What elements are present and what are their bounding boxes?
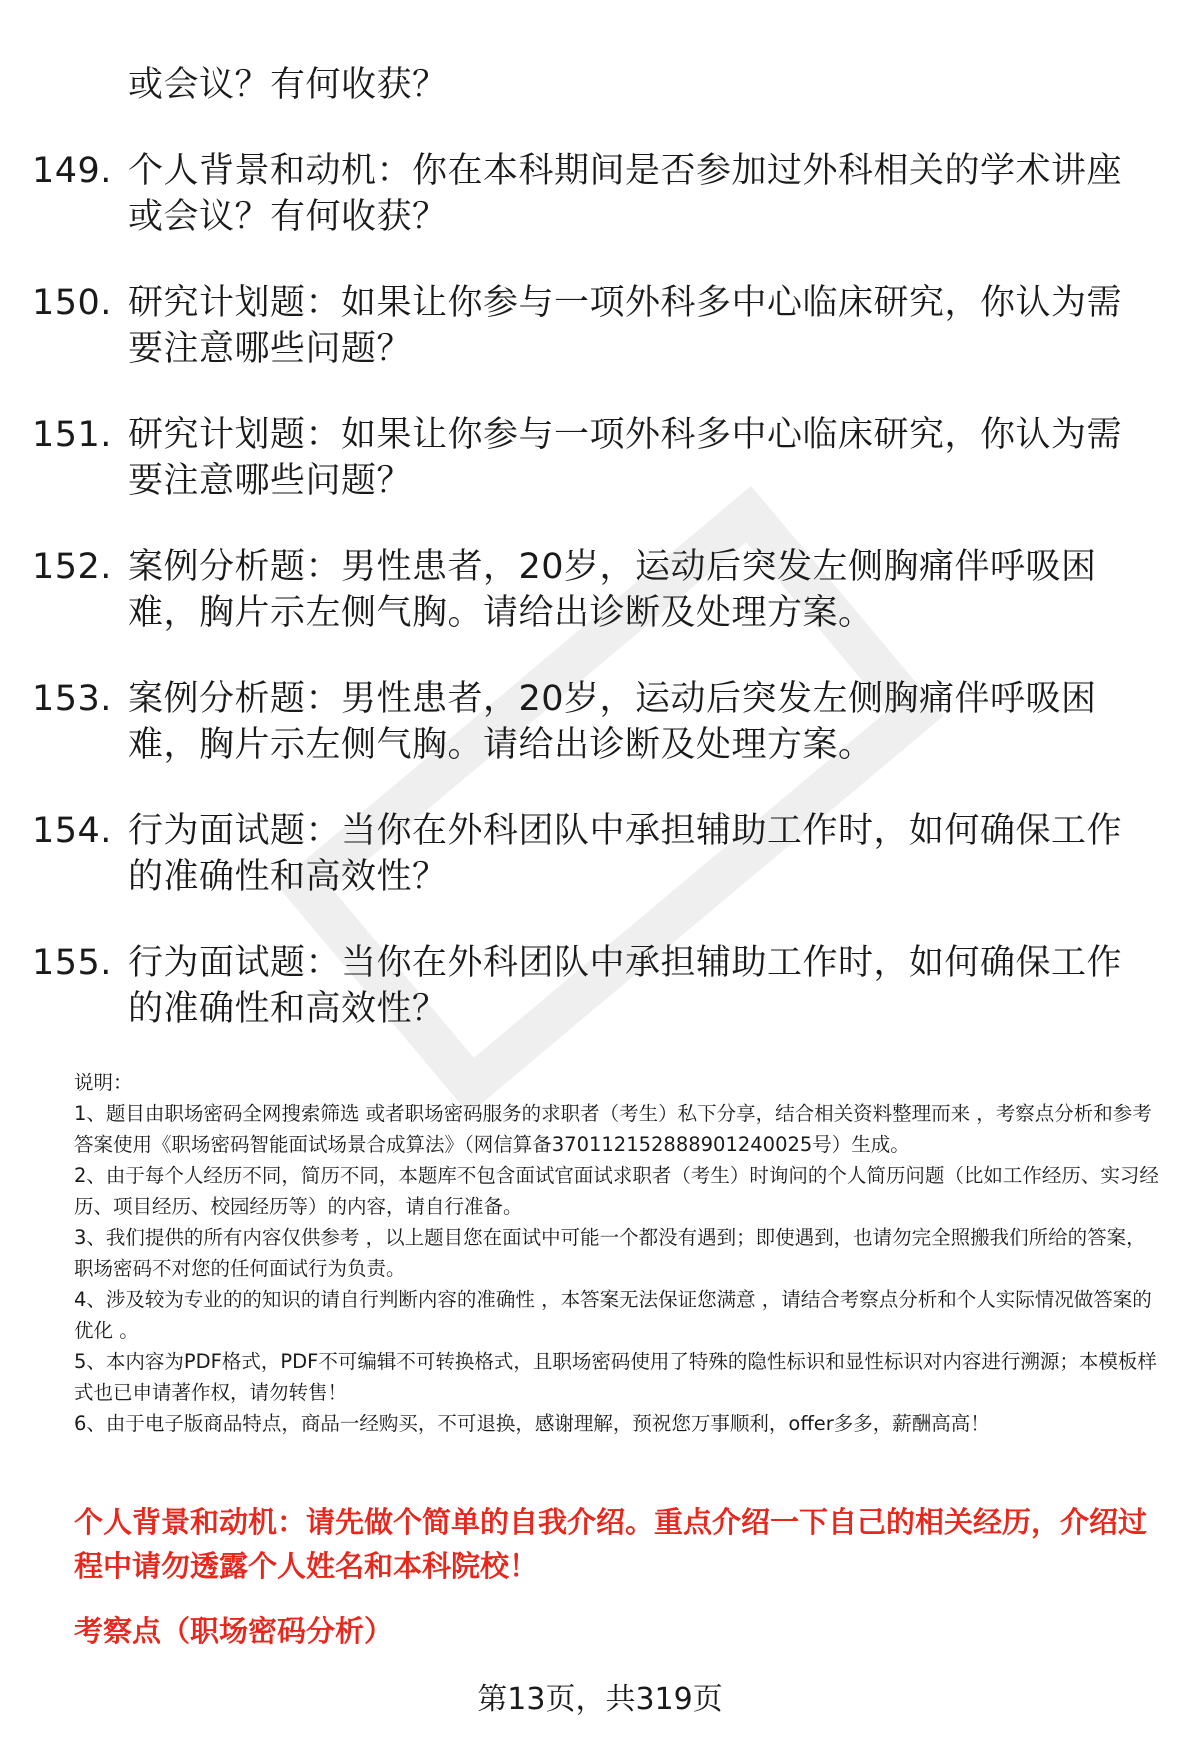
question-text: 案例分析题：男性患者，20岁，运动后突发左侧胸痛伴呼吸困难，胸片示左侧气胸。请给出诊断及处理方案。 — [128, 547, 1097, 633]
question-list — [30, 148, 1140, 1072]
question-number: 151. — [32, 415, 112, 455]
question-item — [30, 808, 1140, 900]
question-item — [30, 148, 1140, 240]
question-number: 154. — [32, 811, 112, 851]
note-item: 6、由于电子版商品特点，商品一经购买，不可退换，感谢理解，预祝您万事顺利，offer多多，薪酬高高！ — [74, 1412, 990, 1435]
highlight-question: 个人背景和动机：请先做个简单的自我介绍。重点介绍一下自己的相关经历，介绍过程中请勿透露个人姓名和本科院校！ — [74, 1505, 1148, 1583]
note-item: 3、我们提供的所有内容仅供参考 ，以上题目您在面试中可能一个都没有遇到；即使遇到，也请勿完全照搬我们所给的答案，职场密码不对您的任何面试行为负责。 — [74, 1226, 1146, 1280]
notes-title: 说明： — [74, 1071, 133, 1094]
question-continuation: 或会议？有何收获？ — [128, 65, 448, 105]
question-text: 案例分析题：男性患者，20岁，运动后突发左侧胸痛伴呼吸困难，胸片示左侧气胸。请给出诊断及处理方案。 — [128, 679, 1097, 765]
question-item — [30, 412, 1140, 504]
analysis-heading: 考察点（职场密码分析） — [74, 1614, 394, 1648]
question-text: 行为面试题：当你在外科团队中承担辅助工作时，如何确保工作的准确性和高效性？ — [128, 811, 1123, 897]
question-item — [30, 280, 1140, 372]
question-text: 个人背景和动机：你在本科期间是否参加过外科相关的学术讲座或会议？有何收获？ — [128, 151, 1123, 237]
note-item: 2、由于每个人经历不同，简历不同，本题库不包含面试官面试求职者（考生）时询问的个人简历问题（比如工作经历、实习经历、项目经历、校园经历等）的内容，请自行准备。 — [74, 1164, 1159, 1218]
note-item: 4、涉及较为专业的的知识的请自行判断内容的准确性 ，本答案无法保证您满意 ，请结合考察点分析和个人实际情况做答案的优化 。 — [74, 1288, 1152, 1342]
notes-section — [74, 1067, 1164, 1439]
question-item — [30, 544, 1140, 636]
page-number-footer: 第13页，共319页 — [477, 1682, 723, 1717]
question-text: 研究计划题：如果让你参与一项外科多中心临床研究，你认为需要注意哪些问题？ — [128, 415, 1123, 501]
question-number: 153. — [32, 679, 112, 719]
note-item: 1、题目由职场密码全网搜索筛选 或者职场密码服务的求职者（考生）私下分享，结合相关资料整理而来 ，考察点分析和参考答案使用《职场密码智能面试场景合成算法》（网信算备370112152888901240025号）生成。 — [74, 1102, 1152, 1156]
question-text: 研究计划题：如果让你参与一项外科多中心临床研究，你认为需要注意哪些问题？ — [128, 283, 1123, 369]
question-text: 行为面试题：当你在外科团队中承担辅助工作时，如何确保工作的准确性和高效性？ — [128, 943, 1123, 1029]
question-item — [30, 940, 1140, 1032]
question-number: 152. — [32, 547, 112, 587]
question-number: 149. — [32, 151, 112, 191]
question-item — [30, 676, 1140, 768]
question-number: 155. — [32, 943, 112, 983]
question-number: 150. — [32, 283, 112, 323]
note-item: 5、本内容为PDF格式，PDF不可编辑不可转换格式，且职场密码使用了特殊的隐性标识和显性标识对内容进行溯源；本模板样式也已申请著作权，请勿转售！ — [74, 1350, 1157, 1404]
